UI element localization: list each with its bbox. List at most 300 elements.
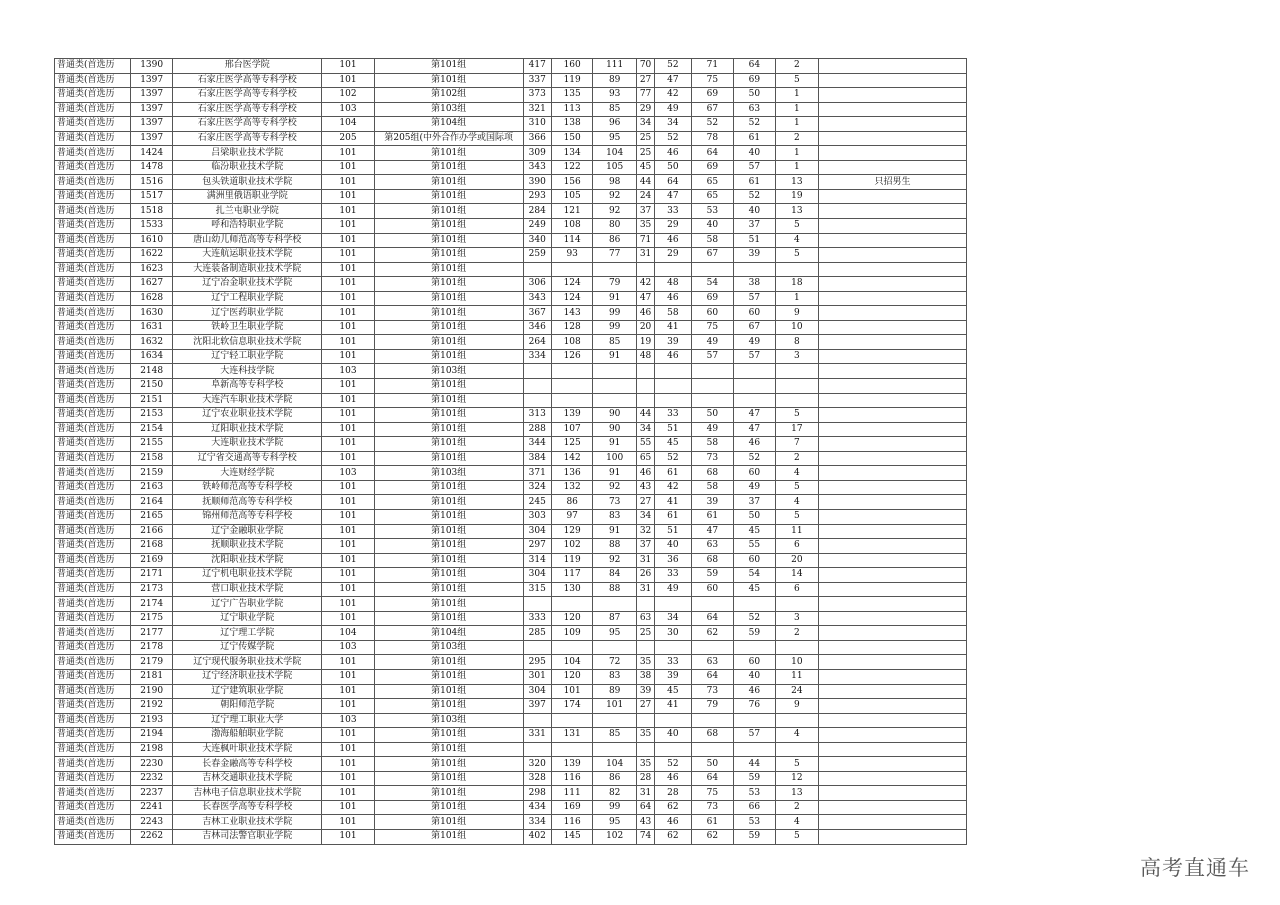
subject-score-cell: 40 — [655, 728, 691, 743]
remark-cell — [819, 568, 967, 583]
subject-score-cell — [734, 597, 776, 612]
subject-score-cell — [551, 379, 593, 394]
remark-cell — [819, 611, 967, 626]
remark-cell — [819, 480, 967, 495]
remark-cell — [819, 713, 967, 728]
subject-score-cell: 52 — [734, 189, 776, 204]
subject-score-cell: 50 — [655, 160, 691, 175]
group-name-cell: 第101组 — [374, 59, 523, 74]
group-name-cell: 第101组 — [374, 277, 523, 292]
remark-cell — [819, 728, 967, 743]
subject-score-cell: 42 — [636, 277, 654, 292]
table-row — [55, 800, 967, 815]
group-code-cell: 101 — [322, 655, 375, 670]
subject-score-cell: 46 — [636, 306, 654, 321]
group-name-cell: 第101组 — [374, 524, 523, 539]
table-row — [55, 611, 967, 626]
group-code-cell: 101 — [322, 815, 375, 830]
group-code-cell: 101 — [322, 73, 375, 88]
subject-score-cell: 99 — [593, 320, 637, 335]
table-row — [55, 248, 967, 263]
category-cell: 普通类(首选历 — [55, 73, 131, 88]
total-score-cell: 245 — [523, 495, 551, 510]
school-name-cell: 辽宁机电职业技术学院 — [173, 568, 322, 583]
count-cell: 8 — [775, 335, 819, 350]
subject-score-cell: 69 — [734, 73, 776, 88]
school-name-cell: 长春医学高等专科学校 — [173, 800, 322, 815]
total-score-cell — [523, 713, 551, 728]
group-name-cell: 第101组 — [374, 655, 523, 670]
table-row — [55, 815, 967, 830]
group-name-cell: 第205组(中外合作办学或国际项 — [374, 131, 523, 146]
count-cell: 9 — [775, 306, 819, 321]
school-code-cell: 2179 — [130, 655, 173, 670]
count-cell — [775, 640, 819, 655]
group-name-cell: 第101组 — [374, 146, 523, 161]
subject-score-cell: 38 — [734, 277, 776, 292]
subject-score-cell: 73 — [593, 495, 637, 510]
category-cell: 普通类(首选历 — [55, 393, 131, 408]
group-code-cell: 101 — [322, 786, 375, 801]
group-code-cell: 101 — [322, 611, 375, 626]
count-cell: 4 — [775, 815, 819, 830]
subject-score-cell: 50 — [734, 509, 776, 524]
subject-score-cell: 91 — [593, 466, 637, 481]
subject-score-cell: 39 — [655, 669, 691, 684]
group-name-cell: 第101组 — [374, 175, 523, 190]
category-cell: 普通类(首选历 — [55, 146, 131, 161]
subject-score-cell: 63 — [734, 102, 776, 117]
school-code-cell: 1630 — [130, 306, 173, 321]
remark-cell — [819, 509, 967, 524]
table-row — [55, 539, 967, 554]
table-row — [55, 189, 967, 204]
school-code-cell: 2262 — [130, 829, 173, 844]
school-code-cell: 1623 — [130, 262, 173, 277]
subject-score-cell — [691, 262, 734, 277]
subject-score-cell: 34 — [655, 117, 691, 132]
total-score-cell: 304 — [523, 524, 551, 539]
group-name-cell: 第101组 — [374, 611, 523, 626]
subject-score-cell: 60 — [734, 466, 776, 481]
count-cell: 18 — [775, 277, 819, 292]
school-name-cell: 邢台医学院 — [173, 59, 322, 74]
table-row — [55, 626, 967, 641]
subject-score-cell: 53 — [691, 204, 734, 219]
category-cell: 普通类(首选历 — [55, 379, 131, 394]
total-score-cell: 417 — [523, 59, 551, 74]
school-name-cell: 辽宁金融职业学院 — [173, 524, 322, 539]
group-code-cell: 104 — [322, 626, 375, 641]
school-code-cell: 1632 — [130, 335, 173, 350]
subject-score-cell: 52 — [655, 59, 691, 74]
table-row — [55, 451, 967, 466]
group-name-cell: 第101组 — [374, 669, 523, 684]
group-name-cell: 第101组 — [374, 495, 523, 510]
subject-score-cell: 27 — [636, 73, 654, 88]
remark-cell — [819, 815, 967, 830]
subject-score-cell: 47 — [636, 291, 654, 306]
count-cell: 11 — [775, 669, 819, 684]
category-cell: 普通类(首选历 — [55, 742, 131, 757]
subject-score-cell: 57 — [734, 349, 776, 364]
school-name-cell: 抚顺职业技术学院 — [173, 539, 322, 554]
count-cell: 2 — [775, 59, 819, 74]
total-score-cell: 390 — [523, 175, 551, 190]
group-name-cell: 第103组 — [374, 364, 523, 379]
total-score-cell — [523, 262, 551, 277]
school-code-cell: 2194 — [130, 728, 173, 743]
subject-score-cell: 130 — [551, 582, 593, 597]
remark-cell — [819, 204, 967, 219]
subject-score-cell: 91 — [593, 524, 637, 539]
count-cell: 2 — [775, 626, 819, 641]
table-row — [55, 771, 967, 786]
group-code-cell: 101 — [322, 160, 375, 175]
total-score-cell: 397 — [523, 699, 551, 714]
category-cell: 普通类(首选历 — [55, 408, 131, 423]
group-code-cell: 101 — [322, 204, 375, 219]
group-name-cell: 第101组 — [374, 248, 523, 263]
subject-score-cell: 28 — [636, 771, 654, 786]
count-cell: 5 — [775, 219, 819, 234]
count-cell: 5 — [775, 248, 819, 263]
group-name-cell: 第104组 — [374, 117, 523, 132]
group-code-cell: 102 — [322, 88, 375, 103]
subject-score-cell: 45 — [636, 160, 654, 175]
subject-score-cell: 86 — [551, 495, 593, 510]
table-row — [55, 422, 967, 437]
subject-score-cell: 49 — [691, 335, 734, 350]
table-row — [55, 480, 967, 495]
category-cell: 普通类(首选历 — [55, 189, 131, 204]
remark-cell — [819, 88, 967, 103]
subject-score-cell: 50 — [691, 757, 734, 772]
total-score-cell: 333 — [523, 611, 551, 626]
subject-score-cell: 33 — [655, 204, 691, 219]
subject-score-cell: 69 — [691, 291, 734, 306]
subject-score-cell: 89 — [593, 684, 637, 699]
table-row — [55, 146, 967, 161]
subject-score-cell: 44 — [636, 408, 654, 423]
total-score-cell: 284 — [523, 204, 551, 219]
subject-score-cell — [734, 713, 776, 728]
count-cell: 3 — [775, 349, 819, 364]
table-row — [55, 291, 967, 306]
remark-cell — [819, 626, 967, 641]
remark-cell — [819, 408, 967, 423]
subject-score-cell: 58 — [691, 437, 734, 452]
subject-score-cell: 25 — [636, 626, 654, 641]
category-cell: 普通类(首选历 — [55, 713, 131, 728]
subject-score-cell: 68 — [691, 553, 734, 568]
category-cell: 普通类(首选历 — [55, 699, 131, 714]
school-code-cell: 1628 — [130, 291, 173, 306]
table-row — [55, 320, 967, 335]
school-code-cell: 1397 — [130, 73, 173, 88]
subject-score-cell: 39 — [734, 248, 776, 263]
subject-score-cell: 95 — [593, 131, 637, 146]
subject-score-cell: 116 — [551, 771, 593, 786]
school-name-cell: 大连科技学院 — [173, 364, 322, 379]
group-code-cell: 205 — [322, 131, 375, 146]
remark-cell — [819, 684, 967, 699]
remark-cell — [819, 277, 967, 292]
count-cell: 4 — [775, 466, 819, 481]
subject-score-cell: 125 — [551, 437, 593, 452]
category-cell: 普通类(首选历 — [55, 262, 131, 277]
group-code-cell: 101 — [322, 408, 375, 423]
subject-score-cell: 145 — [551, 829, 593, 844]
subject-score-cell: 49 — [734, 480, 776, 495]
category-cell: 普通类(首选历 — [55, 568, 131, 583]
subject-score-cell: 139 — [551, 408, 593, 423]
subject-score-cell: 29 — [655, 248, 691, 263]
count-cell: 2 — [775, 451, 819, 466]
subject-score-cell: 107 — [551, 422, 593, 437]
total-score-cell: 285 — [523, 626, 551, 641]
school-name-cell: 辽宁省交通高等专科学校 — [173, 451, 322, 466]
subject-score-cell: 91 — [593, 291, 637, 306]
group-name-cell: 第102组 — [374, 88, 523, 103]
school-name-cell: 锦州师范高等专科学校 — [173, 509, 322, 524]
school-name-cell: 呼和浩特职业学院 — [173, 219, 322, 234]
school-name-cell: 辽宁工程职业学院 — [173, 291, 322, 306]
subject-score-cell: 64 — [691, 669, 734, 684]
subject-score-cell: 78 — [691, 131, 734, 146]
group-name-cell: 第101组 — [374, 189, 523, 204]
table-row — [55, 73, 967, 88]
count-cell: 10 — [775, 655, 819, 670]
subject-score-cell: 69 — [691, 160, 734, 175]
school-code-cell: 2243 — [130, 815, 173, 830]
remark-cell — [819, 786, 967, 801]
category-cell: 普通类(首选历 — [55, 582, 131, 597]
subject-score-cell: 79 — [691, 699, 734, 714]
total-score-cell: 384 — [523, 451, 551, 466]
subject-score-cell: 43 — [636, 815, 654, 830]
category-cell: 普通类(首选历 — [55, 829, 131, 844]
subject-score-cell: 24 — [636, 189, 654, 204]
table-row — [55, 597, 967, 612]
subject-score-cell: 53 — [734, 815, 776, 830]
school-code-cell: 2241 — [130, 800, 173, 815]
table-row — [55, 175, 967, 190]
count-cell: 17 — [775, 422, 819, 437]
count-cell — [775, 379, 819, 394]
subject-score-cell: 91 — [593, 437, 637, 452]
subject-score-cell: 47 — [655, 73, 691, 88]
total-score-cell: 334 — [523, 815, 551, 830]
group-name-cell: 第104组 — [374, 626, 523, 641]
category-cell: 普通类(首选历 — [55, 757, 131, 772]
remark-cell — [819, 393, 967, 408]
total-score-cell: 303 — [523, 509, 551, 524]
subject-score-cell: 46 — [655, 349, 691, 364]
group-code-cell: 101 — [322, 422, 375, 437]
subject-score-cell: 61 — [655, 466, 691, 481]
subject-score-cell: 51 — [655, 524, 691, 539]
subject-score-cell — [655, 713, 691, 728]
subject-score-cell: 85 — [593, 728, 637, 743]
table-row — [55, 233, 967, 248]
group-code-cell: 101 — [322, 306, 375, 321]
group-code-cell: 101 — [322, 829, 375, 844]
subject-score-cell — [734, 393, 776, 408]
count-cell: 12 — [775, 771, 819, 786]
group-name-cell: 第101组 — [374, 480, 523, 495]
group-code-cell: 101 — [322, 189, 375, 204]
count-cell: 13 — [775, 175, 819, 190]
total-score-cell: 367 — [523, 306, 551, 321]
table-body — [55, 59, 967, 845]
group-name-cell: 第101组 — [374, 553, 523, 568]
group-name-cell: 第101组 — [374, 73, 523, 88]
school-code-cell: 2163 — [130, 480, 173, 495]
total-score-cell: 249 — [523, 219, 551, 234]
subject-score-cell: 102 — [593, 829, 637, 844]
subject-score-cell: 90 — [593, 422, 637, 437]
group-name-cell: 第103组 — [374, 640, 523, 655]
subject-score-cell: 114 — [551, 233, 593, 248]
table-row — [55, 349, 967, 364]
subject-score-cell: 31 — [636, 248, 654, 263]
subject-score-cell: 46 — [655, 146, 691, 161]
table-row — [55, 640, 967, 655]
school-name-cell: 铁岭卫生职业学院 — [173, 320, 322, 335]
subject-score-cell: 41 — [655, 320, 691, 335]
subject-score-cell: 45 — [655, 684, 691, 699]
remark-cell — [819, 117, 967, 132]
group-code-cell: 101 — [322, 582, 375, 597]
total-score-cell: 298 — [523, 786, 551, 801]
subject-score-cell: 60 — [734, 553, 776, 568]
subject-score-cell: 47 — [734, 408, 776, 423]
count-cell: 4 — [775, 233, 819, 248]
table-row — [55, 655, 967, 670]
count-cell: 4 — [775, 495, 819, 510]
remark-cell — [819, 699, 967, 714]
subject-score-cell: 57 — [734, 728, 776, 743]
school-code-cell: 2173 — [130, 582, 173, 597]
subject-score-cell: 46 — [655, 291, 691, 306]
subject-score-cell: 92 — [593, 553, 637, 568]
count-cell: 3 — [775, 611, 819, 626]
subject-score-cell: 33 — [655, 655, 691, 670]
subject-score-cell: 59 — [691, 568, 734, 583]
subject-score-cell: 85 — [593, 102, 637, 117]
count-cell: 1 — [775, 291, 819, 306]
subject-score-cell: 31 — [636, 582, 654, 597]
school-name-cell: 吉林电子信息职业技术学院 — [173, 786, 322, 801]
subject-score-cell — [636, 713, 654, 728]
subject-score-cell: 62 — [655, 800, 691, 815]
table-row — [55, 553, 967, 568]
group-code-cell: 103 — [322, 102, 375, 117]
category-cell: 普通类(首选历 — [55, 306, 131, 321]
total-score-cell: 314 — [523, 553, 551, 568]
school-name-cell: 沈阳北软信息职业技术学院 — [173, 335, 322, 350]
category-cell: 普通类(首选历 — [55, 320, 131, 335]
subject-score-cell: 35 — [636, 219, 654, 234]
subject-score-cell: 111 — [551, 786, 593, 801]
total-score-cell: 264 — [523, 335, 551, 350]
count-cell: 13 — [775, 786, 819, 801]
subject-score-cell — [655, 364, 691, 379]
subject-score-cell: 67 — [734, 320, 776, 335]
group-code-cell: 104 — [322, 117, 375, 132]
subject-score-cell: 87 — [593, 611, 637, 626]
subject-score-cell: 65 — [636, 451, 654, 466]
subject-score-cell: 80 — [593, 219, 637, 234]
total-score-cell: 366 — [523, 131, 551, 146]
group-name-cell: 第101组 — [374, 786, 523, 801]
remark-cell — [819, 829, 967, 844]
total-score-cell: 402 — [523, 829, 551, 844]
group-code-cell: 101 — [322, 728, 375, 743]
group-code-cell: 101 — [322, 349, 375, 364]
subject-score-cell: 67 — [691, 248, 734, 263]
count-cell: 14 — [775, 568, 819, 583]
subject-score-cell: 52 — [655, 131, 691, 146]
remark-cell — [819, 582, 967, 597]
subject-score-cell: 35 — [636, 655, 654, 670]
subject-score-cell — [636, 597, 654, 612]
school-code-cell: 2168 — [130, 539, 173, 554]
category-cell: 普通类(首选历 — [55, 800, 131, 815]
school-name-cell: 朝阳师范学院 — [173, 699, 322, 714]
school-code-cell: 1516 — [130, 175, 173, 190]
subject-score-cell: 139 — [551, 757, 593, 772]
school-code-cell: 2164 — [130, 495, 173, 510]
school-code-cell: 1610 — [130, 233, 173, 248]
category-cell: 普通类(首选历 — [55, 611, 131, 626]
subject-score-cell: 62 — [655, 829, 691, 844]
remark-cell — [819, 320, 967, 335]
subject-score-cell: 63 — [691, 539, 734, 554]
category-cell: 普通类(首选历 — [55, 771, 131, 786]
total-score-cell: 343 — [523, 291, 551, 306]
category-cell: 普通类(首选历 — [55, 451, 131, 466]
school-name-cell: 唐山幼儿师范高等专科学校 — [173, 233, 322, 248]
category-cell: 普通类(首选历 — [55, 59, 131, 74]
remark-cell — [819, 160, 967, 175]
subject-score-cell: 27 — [636, 495, 654, 510]
category-cell: 普通类(首选历 — [55, 495, 131, 510]
subject-score-cell — [551, 713, 593, 728]
subject-score-cell: 37 — [734, 495, 776, 510]
group-code-cell: 101 — [322, 757, 375, 772]
subject-score-cell: 124 — [551, 291, 593, 306]
group-name-cell: 第101组 — [374, 408, 523, 423]
total-score-cell: 304 — [523, 568, 551, 583]
subject-score-cell: 52 — [691, 117, 734, 132]
subject-score-cell: 62 — [691, 829, 734, 844]
subject-score-cell: 104 — [551, 655, 593, 670]
group-code-cell: 101 — [322, 379, 375, 394]
school-code-cell: 2166 — [130, 524, 173, 539]
subject-score-cell: 49 — [655, 582, 691, 597]
school-name-cell: 辽宁轻工职业学院 — [173, 349, 322, 364]
subject-score-cell: 135 — [551, 88, 593, 103]
school-name-cell: 吉林工业职业技术学院 — [173, 815, 322, 830]
subject-score-cell: 37 — [636, 204, 654, 219]
group-code-cell: 101 — [322, 539, 375, 554]
subject-score-cell: 57 — [734, 291, 776, 306]
subject-score-cell: 120 — [551, 669, 593, 684]
group-name-cell: 第101组 — [374, 160, 523, 175]
group-name-cell: 第101组 — [374, 291, 523, 306]
